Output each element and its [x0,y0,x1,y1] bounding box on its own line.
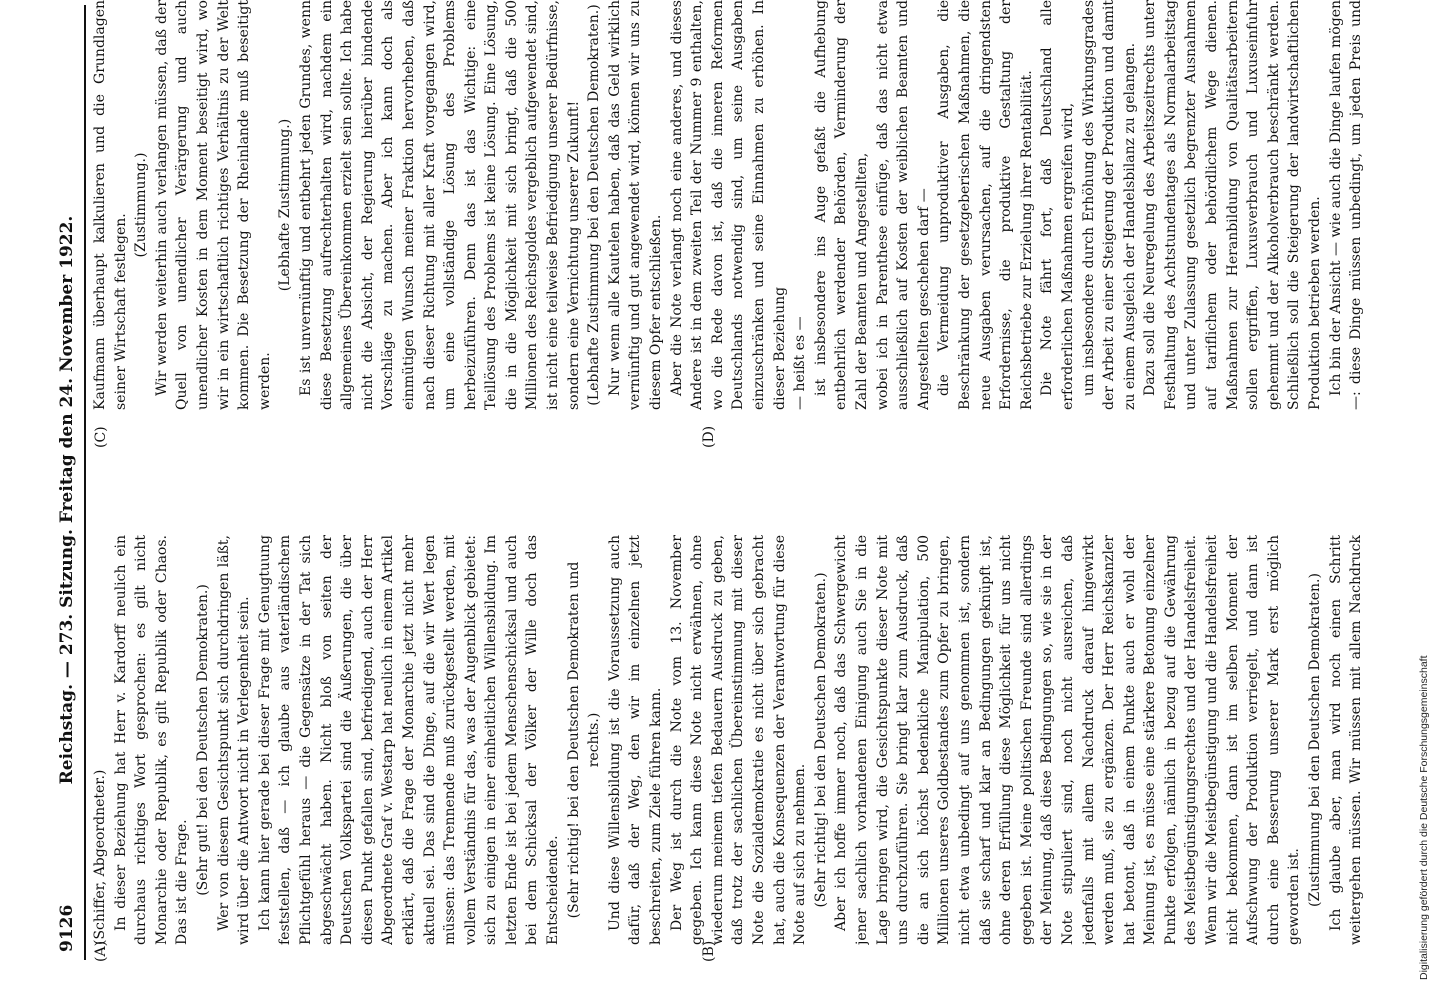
interjection: (Sehr gut! bei den Deutschen Demokraten.) [194,584,211,896]
interjection: (Lebhafte Zustimmung.) [277,118,294,292]
interjection: (Zustimmung bei den Deutschen Demokraten.) [1307,573,1324,907]
paragraph: Wer von diesem Gesichtspunkt sich durchdringen läßt, wird über die Antwort nicht in Verlegenheit sein. [215,535,253,945]
paragraph: Aber die Note verlangt noch eine anderes, und dieses Andere ist in dem zweiten Teil der Nummer 9 enthalten, wo die Rede davon ist, daß die inneren Reformen Deutschlands notwendig sind, um seine Ausgaben einzuschränken und seine Einnahmen zu erhöhen. In dieser Beziehung [668,0,788,410]
paragraph: Aber ich hoffe immer noch, daß das Schwergewicht jener sachlich vorhandenen Einigung auch Sie in die Lage bringen wird, die Gesichtspunkte dieser Note mit uns durchzuführen. Sie bringt klar zum Ausdruck, daß die an sich höchst bedenkliche Manipulation, 500 Millionen unseres Goldbestandes zum Opfer zu bringen, nicht etwa unbedingt auf uns genommen ist, sondern daß sie scharf und klar an Bedingungen geknüpft ist, ohne deren Erfüllung diese Möglichkeit für uns nicht gegeben ist. Meine politischen Freunde sind allerdings der Meinung, daß diese Bedingungen so, wie sie in der Note stipuliert sind, noch nicht ausreichen, daß jedenfalls mit allem Nachdruck darauf hingewirkt werden muß, sie zu ergänzen. Der Herr Reichskanzler hat betont, daß in einem Punkte auch er wohl der Meinung ist, es müsse eine stärkere Betonung einzelner Punkte erfolgen, nämlich in bezug auf die Gewährung des Meistbegünstigungsrechtes und der Handelsfreiheit. Wenn wir die Meistbegünstigung und die Handelsfreiheit nicht bekommen, dann ist im selben Moment der Aufschwung der Produktion verriegelt, und dann ist durch eine Besserung unserer Mark erst möglich geworden ist. [833,535,1303,945]
margin-marker-a: (A) [93,940,109,962]
paragraph: Der Weg ist durch die Note vom 13. November gegeben. Ich kann diese Note nicht erwähnen, ohne wiederum meinem tiefen Bedauern Ausdruck zu geben, daß trotz der sachlichen Übereinstimmung mit dieser Note die Sozialdemokratie es nicht über sich gebracht hat, auch die Konsequenzen der Verantwortung für diese Note auf sich zu nehmen. [668,535,809,945]
page-number: 9126 [57,904,77,952]
paragraph: Ich kann hier gerade bei dieser Frage mit Genugtuung feststellen, daß — ich glaube aus vaterländischem Pflichtgefühl heraus — die Gegensätze in der Tat sich abgeschwächt haben. Nicht bloß von seiten der Deutschen Volkspartei sind die Äußerungen, die über diesen Punkt gefallen sind, befriedigend, auch der Herr Abgeordnete Graf v. Westarp hat neulich in einem Artikel erklärt, daß die Frage der Monarchie jetzt nicht mehr aktuell sei. Das sind die Dinge, auf die wir Wert legen müssen: das Trennende muß zurückgestellt werden, mit vollem Verständnis für das, was der Augenblick gebietet: sich zu einigen in einer einheitlichen Willensbildung. Im letzten Ende ist bei jedem Menschenschicksal und auch bei dem Schicksal der Völker der Wille doch das Entscheidende. [256,535,562,945]
paragraph: In dieser Beziehung hat Herr v. Kardorff neulich ein durchaus richtiges Wort gesprochen: es gilt nicht Monarchie oder Republik, es gilt Republik oder Chaos. Das ist die Frage. [112,535,191,945]
paragraph: Dazu soll die Neuregelung des Arbeitszeitrechts unter Festhaltung des Achtstundentages als Normalarbeitstag und unter Zulassung gesetzlich begrenzter Ausnahmen auf tariflichem oder behördlichem Wege dienen. Maßnahmen zur Heranbildung von Qualitätsarbeitern sollen ergriffen, Luxusverbrauch und Luxuseinfuhr gehemmt und der Alkoholverbrauch beschränkt werden. Schließlich soll die Steigerung der landwirtschaftlichen Produktion betrieben werden. [1142,0,1324,410]
margin-marker-b: (B) [701,940,717,962]
right-column [90,0,1365,410]
paragraph: wobei ich in Parenthese einfüge, daß das nicht etwa ausschließlich auf Kosten der weiblichen Beamten und Angestellten geschehen darf — [874,0,932,410]
paragraph: Ich glaube aber, man wird noch einen Schritt weitergehen müssen. Wir müssen mit allem Nachdruck [1327,535,1365,945]
paragraph: Nur wenn alle Kautelen haben, daß das Geld wirklich vernünftig und gut angewendet wird, können wir uns zu diesem Opfer entschließen. [606,0,665,410]
paragraph: Es ist unvernünftig und entbehrt jeden Grundes, wenn diese Besetzung aufrechterhalten wird, nachdem ein allgemeines Übereinkommen erzielt sein sollte. Ich habe nicht die Absicht, der Regierung hierüber bindende Vorschläge zu machen. Aber ich kann doch als einmütigen Wunsch meiner Fraktion hervorheben, daß nach dieser Richtung mit aller Kraft vorgegangen wird, um eine vollständige Lösung des Problems herbeizuführen. Denn das ist das Wichtige: eine Teillösung des Problems ist keine Lösung. Eine Lösung, die in die Möglichkeit mit sich bringt, daß die 500 Millionen des Reichsgoldes vergeblich aufgewendet sind, ist nicht eine teilweise Befriedigung unserer Bedürfnisse, sondern eine Vernichtung unserer Zukunft! [297,0,582,410]
speaker-line: (Schiffer, Abgeordneter.) [92,769,108,945]
header-rule [84,5,86,960]
paragraph: Kaufmann überhaupt kalkulieren und die Grundlagen seiner Wirtschaft festlegen. [92,0,129,410]
paragraph: Die Note fährt fort, daß Deutschland alle erforderlichen Maßnahmen ergreifen wird, [1039,0,1076,410]
margin-marker-d: (D) [701,425,717,448]
quote: ist insbesondere ins Auge gefaßt die Aufhebung entbehrlich werdender Behörden, Verminderung der Zahl der Beamten und Angestellten, [812,0,870,410]
interjection: (Zustimmung.) [133,152,150,258]
page-header [55,0,85,1000]
paragraph: Wir werden weiterhin auch verlangen müssen, daß der Quell von unendlicher Verärgerung und auch unendlicher Kosten in dem Moment beseitigt wird, wo wir in ein wirtschaftlich richtiges Verhältnis zu der Welt kommen. Die Besetzung der Rheinlande muß beseitigt werden. [153,0,273,410]
interjection: (Lebhafte Zustimmung bei den Deutschen Demokraten.) [586,4,603,406]
paragraph: — heißt es — [792,316,809,410]
interjection: (Sehr richtig! bei den Deutschen Demokraten und rechts.) [565,561,603,919]
digitization-note [1417,50,1431,980]
page-title: Reichstag. — 273. Sitzung. Freitag den 24. November 1922. [57,215,77,785]
quote: die Vermeidung unproduktiver Ausgaben, die Beschränkung der gesetzgeberischen Maßnahmen, die neue Ausgaben verursachen, auf die dringendsten Erfordernisse, die produktive Gestaltung der Reichsbetriebe zur Erzielung ihrer Rentabilität. [936,0,1035,410]
interjection: (Sehr richtig! bei den Deutschen Demokraten.) [812,572,829,908]
paragraph: Und diese Willensbildung ist die Voraussetzung auch dafür, daß der Weg, den wir im einzelnen jetzt beschreiten, zum Ziele führen kann. [606,535,665,945]
margin-marker-c: (C) [93,426,109,448]
left-column [90,535,1365,945]
digitization-note-text: Digitalisierung gefördert durch die Deutsche Forschungsgemeinschaft [1418,655,1430,980]
quote: um insbesondere durch Erhöhung des Wirkungsgrades der Arbeit zu einer Steigerung der Produktion und damit zu einem Ausgleich der Handelsbilanz zu gelangen. [1080,0,1138,410]
paragraph: Ich bin der Ansicht — wie auch die Dinge laufen mögen —: diese Dinge müssen unbedingt, um jeden Preis und [1327,0,1365,410]
